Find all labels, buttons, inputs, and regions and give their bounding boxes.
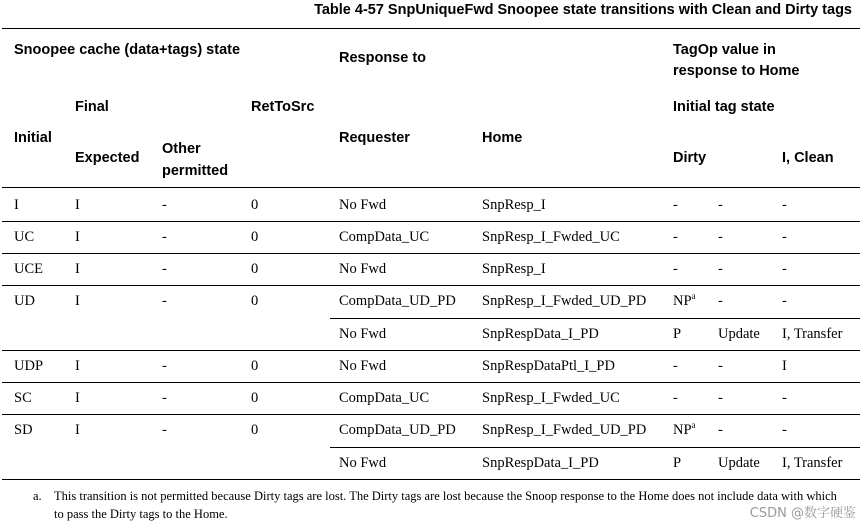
cell-dirty-2: - bbox=[718, 358, 723, 374]
cell-dirty-2: Update bbox=[718, 326, 760, 342]
cell-dirty: P bbox=[673, 455, 682, 471]
cell-i-clean: I, Transfer bbox=[782, 326, 843, 342]
cell-other: - bbox=[162, 229, 167, 245]
cell-initial: UCE bbox=[14, 261, 43, 277]
cell-requester: No Fwd bbox=[339, 197, 387, 213]
cell-home: SnpRespData_I_PD bbox=[482, 326, 599, 342]
row-divider bbox=[2, 350, 860, 351]
cell-initial: UDP bbox=[14, 358, 44, 374]
cell-expected: I bbox=[75, 293, 80, 309]
cell-dirty-2: - bbox=[718, 390, 723, 406]
header-expected: Expected bbox=[75, 150, 140, 166]
header-requester: Requester bbox=[339, 130, 410, 146]
cell-requester: No Fwd bbox=[339, 455, 387, 471]
cell-initial: SC bbox=[14, 390, 32, 406]
cell-rettosrc: 0 bbox=[251, 358, 259, 374]
header-final: Final bbox=[75, 99, 109, 115]
cell-other: - bbox=[162, 293, 167, 309]
cell-i-clean: I, Transfer bbox=[782, 455, 843, 471]
cell-i-clean: - bbox=[782, 390, 787, 406]
cell-requester: No Fwd bbox=[339, 261, 387, 277]
cell-home: SnpResp_I bbox=[482, 261, 546, 277]
cell-dirty: P bbox=[673, 326, 682, 342]
cell-dirty-2: Update bbox=[718, 455, 760, 471]
header-other-permitted: Other permitted bbox=[162, 141, 229, 179]
cell-initial: I bbox=[14, 197, 19, 213]
header-initial-tag-state: Initial tag state bbox=[673, 99, 775, 115]
footnote-ref[interactable]: a bbox=[691, 420, 696, 431]
cell-dirty bbox=[673, 293, 696, 310]
cell-rettosrc: 0 bbox=[251, 261, 259, 277]
table-bottom-rule bbox=[2, 479, 860, 480]
cell-dirty: - bbox=[673, 358, 678, 374]
cell-expected: I bbox=[75, 358, 80, 374]
cell-rettosrc: 0 bbox=[251, 293, 259, 309]
cell-i-clean: - bbox=[782, 261, 787, 277]
cell-dirty-2: - bbox=[718, 422, 723, 438]
cell-requester: CompData_UD_PD bbox=[339, 422, 456, 438]
row-divider bbox=[2, 221, 860, 222]
cell-i-clean: - bbox=[782, 422, 787, 438]
cell-dirty-2: - bbox=[718, 261, 723, 277]
cell-i-clean: - bbox=[782, 229, 787, 245]
cell-initial: UD bbox=[14, 293, 35, 309]
cell-i-clean: - bbox=[782, 293, 787, 309]
cell-requester: CompData_UD_PD bbox=[339, 293, 456, 309]
row-divider bbox=[2, 382, 860, 383]
header-snoopee-state: Snoopee cache (data+tags) state bbox=[14, 42, 241, 58]
footnote-mark: a. bbox=[33, 489, 42, 503]
cell-expected: I bbox=[75, 229, 80, 245]
footnote-text: This transition is not permitted because Dirty tags are lost. The Dirty tags are lost because the Snoop response to the Home does not include data with which to pass the Dirty tags to the Home. bbox=[54, 489, 837, 521]
cell-other: - bbox=[162, 197, 167, 213]
cell-requester: CompData_UC bbox=[339, 229, 430, 245]
cell-initial: SD bbox=[14, 422, 33, 438]
header-tagop: TagOp value in response to Home bbox=[673, 42, 800, 79]
table-caption: Table 4-57 SnpUniqueFwd Snoopee state transitions with Clean and Dirty tags bbox=[314, 2, 852, 18]
cell-rettosrc: 0 bbox=[251, 197, 259, 213]
cell-dirty-2: - bbox=[718, 293, 723, 309]
row-divider bbox=[2, 253, 860, 254]
cell-rettosrc: 0 bbox=[251, 422, 259, 438]
cell-home: SnpRespData_I_PD bbox=[482, 455, 599, 471]
cell-home: SnpResp_I_Fwded_UD_PD bbox=[482, 422, 647, 438]
sub-row-divider bbox=[330, 318, 860, 319]
cell-rettosrc: 0 bbox=[251, 390, 259, 406]
header-response-to: Response to bbox=[339, 50, 427, 66]
cell-expected: I bbox=[75, 422, 80, 438]
cell-expected: I bbox=[75, 261, 80, 277]
cell-dirty: - bbox=[673, 261, 678, 277]
cell-requester: CompData_UC bbox=[339, 390, 430, 406]
header-top-rule bbox=[2, 28, 860, 29]
header-rettosrc: RetToSrc bbox=[251, 99, 315, 115]
row-divider bbox=[2, 285, 860, 286]
cell-expected: I bbox=[75, 390, 80, 406]
cell-requester: No Fwd bbox=[339, 358, 387, 374]
header-dirty: Dirty bbox=[673, 150, 707, 166]
cell-dirty: - bbox=[673, 390, 678, 406]
watermark: CSDN @数字硬鉴 bbox=[749, 506, 856, 521]
cell-other: - bbox=[162, 261, 167, 277]
cell-i-clean: I bbox=[782, 358, 787, 374]
cell-other: - bbox=[162, 422, 167, 438]
cell-initial: UC bbox=[14, 229, 35, 245]
cell-other: - bbox=[162, 358, 167, 374]
header-bottom-rule bbox=[2, 187, 860, 188]
footnote bbox=[33, 487, 843, 523]
cell-home: SnpResp_I bbox=[482, 197, 546, 213]
cell-expected: I bbox=[75, 197, 80, 213]
cell-dirty: - bbox=[673, 229, 678, 245]
sub-row-divider bbox=[330, 447, 860, 448]
cell-dirty bbox=[673, 422, 696, 439]
row-divider bbox=[2, 414, 860, 415]
cell-dirty: - bbox=[673, 197, 678, 213]
header-home: Home bbox=[482, 130, 523, 146]
cell-requester: No Fwd bbox=[339, 326, 387, 342]
cell-home: SnpResp_I_Fwded_UC bbox=[482, 229, 620, 245]
cell-dirty-value: NP bbox=[673, 293, 692, 309]
header-initial: Initial bbox=[14, 130, 52, 146]
cell-dirty-value: NP bbox=[673, 422, 692, 438]
cell-dirty-2: - bbox=[718, 197, 723, 213]
footnote-ref[interactable]: a bbox=[691, 291, 696, 302]
cell-home: SnpResp_I_Fwded_UD_PD bbox=[482, 293, 647, 309]
cell-other: - bbox=[162, 390, 167, 406]
cell-i-clean: - bbox=[782, 197, 787, 213]
cell-rettosrc: 0 bbox=[251, 229, 259, 245]
cell-home: SnpRespDataPtl_I_PD bbox=[482, 358, 615, 374]
cell-dirty-2: - bbox=[718, 229, 723, 245]
header-i-clean: I, Clean bbox=[782, 150, 834, 166]
cell-home: SnpResp_I_Fwded_UC bbox=[482, 390, 620, 406]
